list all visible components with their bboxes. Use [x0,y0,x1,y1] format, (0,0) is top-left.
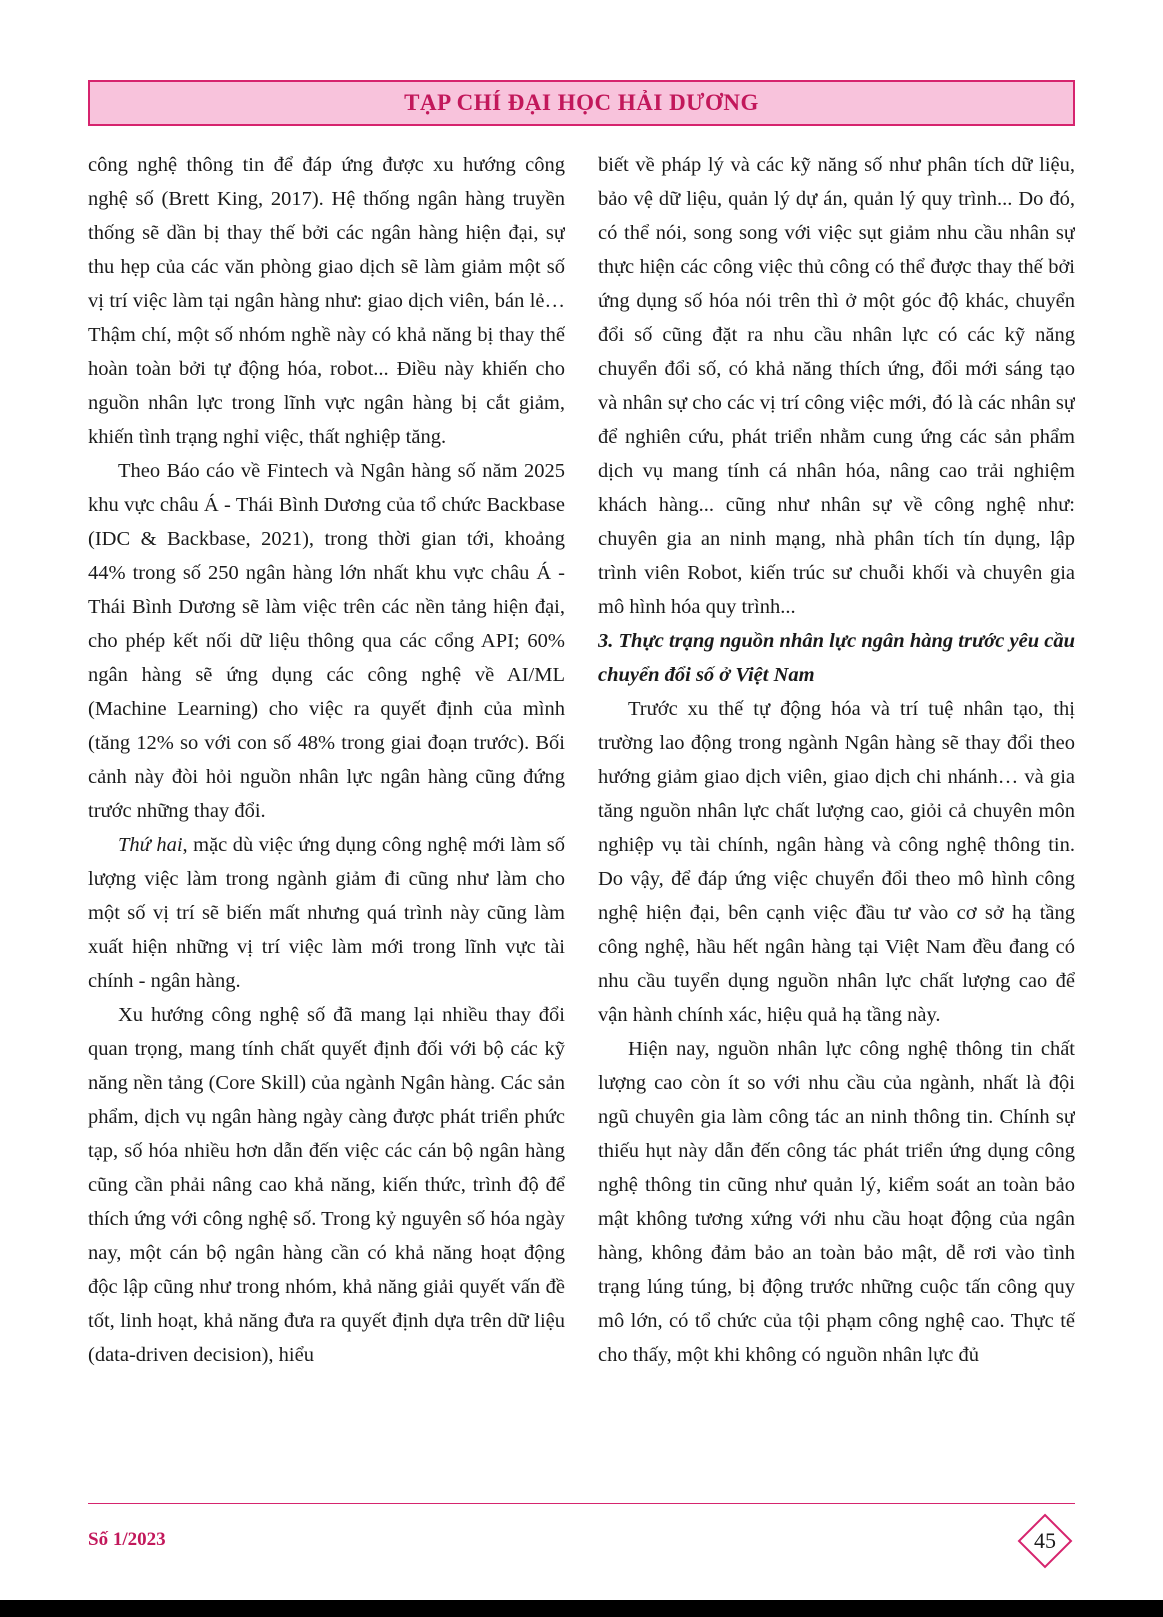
issue-number: Số 1/2023 [88,1529,166,1550]
paragraph: biết về pháp lý và các kỹ năng số như phân tích dữ liệu, bảo vệ dữ liệu, quản lý dự án, quản lý quy trình... Do đó, có thể nói, song song với việc sụt giảm nhu cầu nhân sự thực hiện các công việc thủ công có thể được thay thế bởi ứng dụng số hóa nói trên thì ở một góc độ khác, chuyển đổi số cũng đặt ra nhu cầu nhân lực có các kỹ năng chuyển đổi số, có khả năng thích ứng, đổi mới sáng tạo và nhân sự cho các vị trí công việc mới, đó là các nhân sự để nghiên cứu, phát triển nhằm cung ứng các sản phẩm dịch vụ mang tính cá nhân hóa, nâng cao trải nghiệm khách hàng... cũng như nhân sự về công nghệ như: chuyên gia an ninh mạng, nhà phân tích tín dụng, lập trình viên Robot, kiến trúc sư chuỗi khối và chuyên gia mô hình hóa quy trình... [598,154,1075,618]
emphasis-lead: Thứ hai [118,834,183,856]
bottom-border [0,1600,1163,1617]
right-column [598,148,1075,1488]
journal-header [88,80,1075,126]
paragraph: Trước xu thế tự động hóa và trí tuệ nhân tạo, thị trường lao động trong ngành Ngân hàng sẽ thay đổi theo hướng giảm giao dịch viên, giao dịch chi nhánh… và gia tăng nguồn nhân lực chất lượng cao, giỏi cả chuyên môn nghiệp vụ tài chính, ngân hàng và công nghệ thông tin. Do vậy, để đáp ứng việc chuyển đổi theo mô hình công nghệ hiện đại, bên cạnh việc đầu tư vào cơ sở hạ tầng công nghệ, hầu hết ngân hàng tại Việt Nam đều đang có nhu cầu tuyển dụng nguồn nhân lực chất lượng cao để vận hành chính xác, hiệu quả hạ tầng này. [598,698,1075,1026]
paragraph: Theo Báo cáo về Fintech và Ngân hàng số năm 2025 khu vực châu Á - Thái Bình Dương của tổ chức Backbase (IDC & Backbase, 2021), trong thời gian tới, khoảng 44% trong số 250 ngân hàng lớn nhất khu vực châu Á - Thái Bình Dương sẽ làm việc trên các nền tảng hiện đại, cho phép kết nối dữ liệu thông qua các cổng API; 60% ngân hàng sẽ ứng dụng các công nghệ về AI/ML (Machine Learning) cho việc ra quyết định của mình (tăng 12% so với con số 48% trong giai đoạn trước). Bối cảnh này đòi hỏi nguồn nhân lực ngân hàng cũng đứng trước những thay đổi. [88,460,565,822]
journal-title: TẠP CHÍ ĐẠI HỌC HẢI DƯƠNG [404,90,759,115]
paragraph: Xu hướng công nghệ số đã mang lại nhiều thay đổi quan trọng, mang tính chất quyết định đối với bộ các kỹ năng nền tảng (Core Skill) của ngành Ngân hàng. Các sản phẩm, dịch vụ ngân hàng ngày càng được phát triển phức tạp, số hóa nhiều hơn dẫn đến việc các cán bộ ngân hàng cũng cần phải nâng cao khả năng, kiến thức, trình độ để thích ứng với công nghệ số. Trong kỷ nguyên số hóa ngày nay, một cán bộ ngân hàng cần có khả năng hoạt động độc lập cũng như trong nhóm, khả năng giải quyết vấn đề tốt, linh hoạt, khả năng đưa ra quyết định dựa trên dữ liệu (data-driven decision), hiểu [88,1004,565,1366]
left-column [88,148,565,1488]
paragraph: Hiện nay, nguồn nhân lực công nghệ thông tin chất lượng cao còn ít so với nhu cầu của ngành, nhất là đội ngũ chuyên gia làm công tác an ninh thông tin. Chính sự thiếu hụt này dẫn đến công tác phát triển ứng dụng công nghệ thông tin cũng như quản lý, kiểm soát an toàn bảo mật không tương xứng với nhu cầu hoạt động của ngân hàng, không đảm bảo an toàn bảo mật, dễ rơi vào tình trạng lúng túng, bị động trước những cuộc tấn công quy mô lớn, có tổ chức của tội phạm công nghệ cao. Thực tế cho thấy, một khi không có nguồn nhân lực đủ [598,1038,1075,1366]
paragraph-text: , mặc dù việc ứng dụng công nghệ mới làm số lượng việc làm trong ngành giảm đi cũng như làm cho một số vị trí sẽ biến mất nhưng quá trình này cũng làm xuất hiện những vị trí việc làm mới trong lĩnh vực tài chính - ngân hàng. [88,834,565,992]
footer-rule [88,1503,1075,1504]
page-number: 45 [1034,1528,1056,1553]
section-heading: 3. Thực trạng nguồn nhân lực ngân hàng trước yêu cầu chuyển đổi số ở Việt Nam [598,630,1075,686]
paragraph: công nghệ thông tin để đáp ứng được xu hướng công nghệ số (Brett King, 2017). Hệ thống ngân hàng truyền thống sẽ dần bị thay thế bởi các ngân hàng hiện đại, sự thu hẹp của các văn phòng giao dịch sẽ làm giảm một số vị trí việc làm tại ngân hàng như: giao dịch viên, bán lẻ… Thậm chí, một số nhóm nghề này có khả năng bị thay thế hoàn toàn bởi tự động hóa, robot... Điều này khiến cho nguồn nhân lực trong lĩnh vực ngân hàng bị cắt giảm, khiến tình trạng nghỉ việc, thất nghiệp tăng. [88,154,565,448]
paragraph [88,828,565,998]
